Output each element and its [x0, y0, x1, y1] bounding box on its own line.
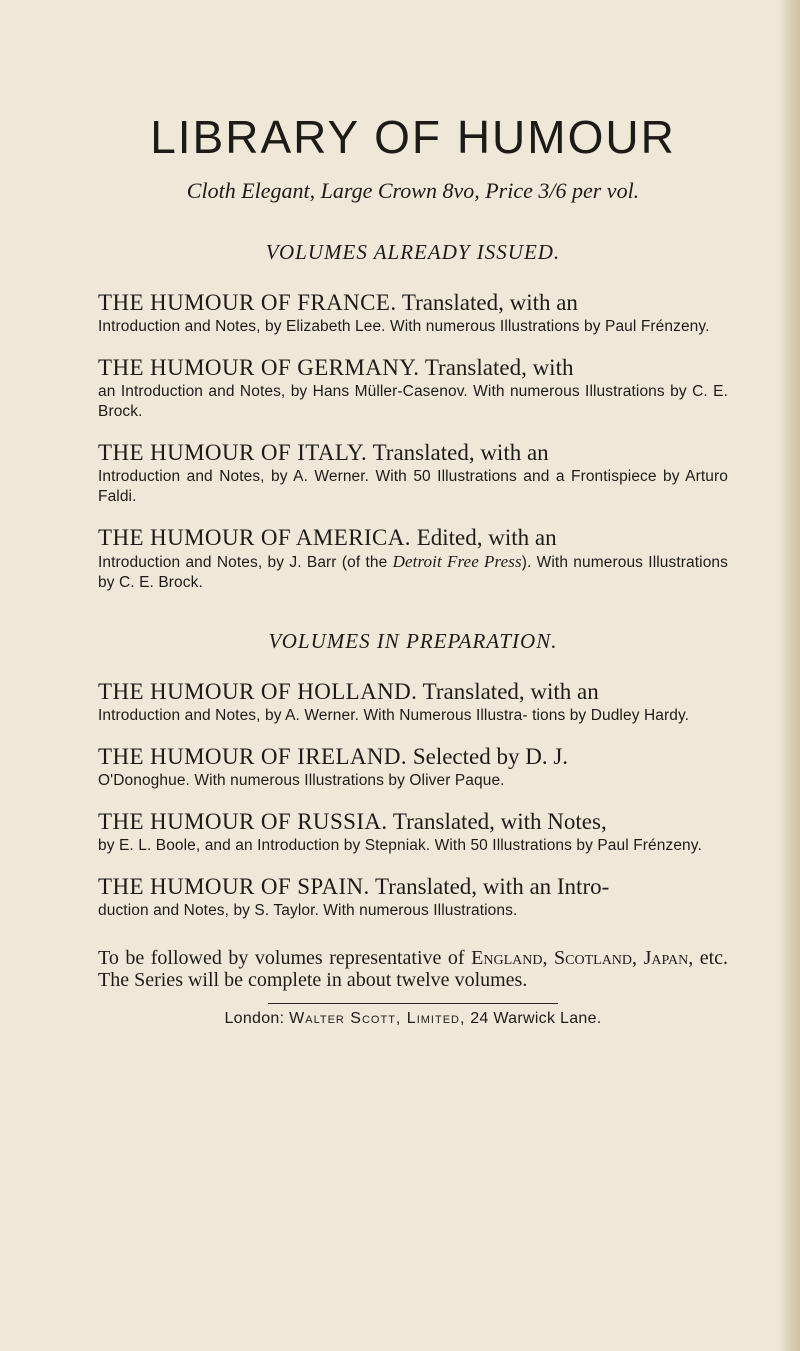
entry-body [98, 552, 728, 593]
entry-title: THE HUMOUR OF IRELAND. [98, 744, 408, 769]
section-heading-preparation: VOLUMES IN PREPARATION. [268, 629, 558, 653]
entry-lead: Translated, with [424, 355, 574, 380]
entry-lead: Selected by D. J. [412, 744, 569, 769]
page-title: LIBRARY OF HUMOUR [150, 111, 676, 163]
subtitle: Cloth Elegant, Large Crown 8vo, Price 3/6 per vol. [186, 178, 640, 203]
entry-lead: Translated, with an [372, 440, 549, 465]
section-heading-issued: VOLUMES ALREADY ISSUED. [265, 240, 561, 264]
publisher-imprint [98, 1010, 728, 1028]
page-edge [778, 0, 800, 1351]
entry-holland [98, 678, 728, 726]
closing-part1: To be followed by volumes representative of [98, 947, 465, 969]
entry-italy [98, 439, 728, 507]
entry-body-after: ). With numerous Illustrations by C. E. Brock. [98, 554, 728, 591]
entry-body: an Introduction and Notes, by Hans Müller-Casenov. With numerous Illustrations by C. E. Brock. [98, 383, 728, 420]
entry-title: THE HUMOUR OF SPAIN. [98, 874, 370, 899]
entry-title: THE HUMOUR OF HOLLAND. [98, 679, 418, 704]
entry-title: THE HUMOUR OF GERMANY. [98, 355, 420, 380]
entry-body: Introduction and Notes, by Elizabeth Lee. With numerous Illustrations by Paul Frénzeny. [98, 318, 710, 335]
entry-france [98, 289, 728, 337]
imprint-address: 24 Warwick Lane. [470, 1010, 602, 1027]
publication-title: Detroit Free Press [392, 552, 522, 571]
entry-body: Introduction and Notes, by A. Werner. With 50 Illustrations and a Frontispiece by Arturo Faldi. [98, 468, 728, 505]
entry-lead: Translated, with an Intro- [375, 874, 610, 899]
entry-body: by E. L. Boole, and an Introduction by Stepniak. With 50 Illustrations by Paul Frénzeny. [98, 837, 702, 854]
entry-body-before: Introduction and Notes, by J. Barr (of the [98, 554, 388, 571]
entry-america [98, 524, 728, 593]
closing-paragraph [98, 947, 728, 991]
entry-title: THE HUMOUR OF RUSSIA. [98, 809, 388, 834]
entry-lead: Translated, with an [422, 679, 599, 704]
closing-part2: etc. The Series will be complete in about twelve volumes. [98, 947, 729, 991]
entry-body: Introduction and Notes, by A. Werner. With Numerous Illustra- tions by Dudley Hardy. [98, 707, 690, 724]
entry-body: duction and Notes, by S. Taylor. With numerous Illustrations. [98, 902, 518, 919]
entry-title: THE HUMOUR OF FRANCE. [98, 290, 397, 315]
entry-lead: Translated, with Notes, [392, 809, 607, 834]
entry-spain [98, 873, 728, 921]
entry-germany [98, 354, 728, 422]
entry-body: O'Donoghue. With numerous Illustrations by Oliver Paque. [98, 772, 505, 789]
imprint-city: London: [224, 1010, 285, 1027]
entry-russia [98, 808, 728, 856]
entry-lead: Edited, with an [416, 525, 557, 550]
entry-title: THE HUMOUR OF AMERICA. [98, 525, 411, 550]
entry-title: THE HUMOUR OF ITALY. [98, 440, 368, 465]
country-japan: Japan, [643, 947, 694, 969]
imprint-publisher: Walter Scott, Limited, [289, 1010, 466, 1027]
document-page [98, 110, 728, 1028]
divider [268, 1003, 558, 1004]
country-england: England, [471, 947, 548, 969]
country-scotland: Scotland, [554, 947, 638, 969]
entry-lead: Translated, with an [401, 290, 578, 315]
entry-ireland [98, 743, 728, 791]
